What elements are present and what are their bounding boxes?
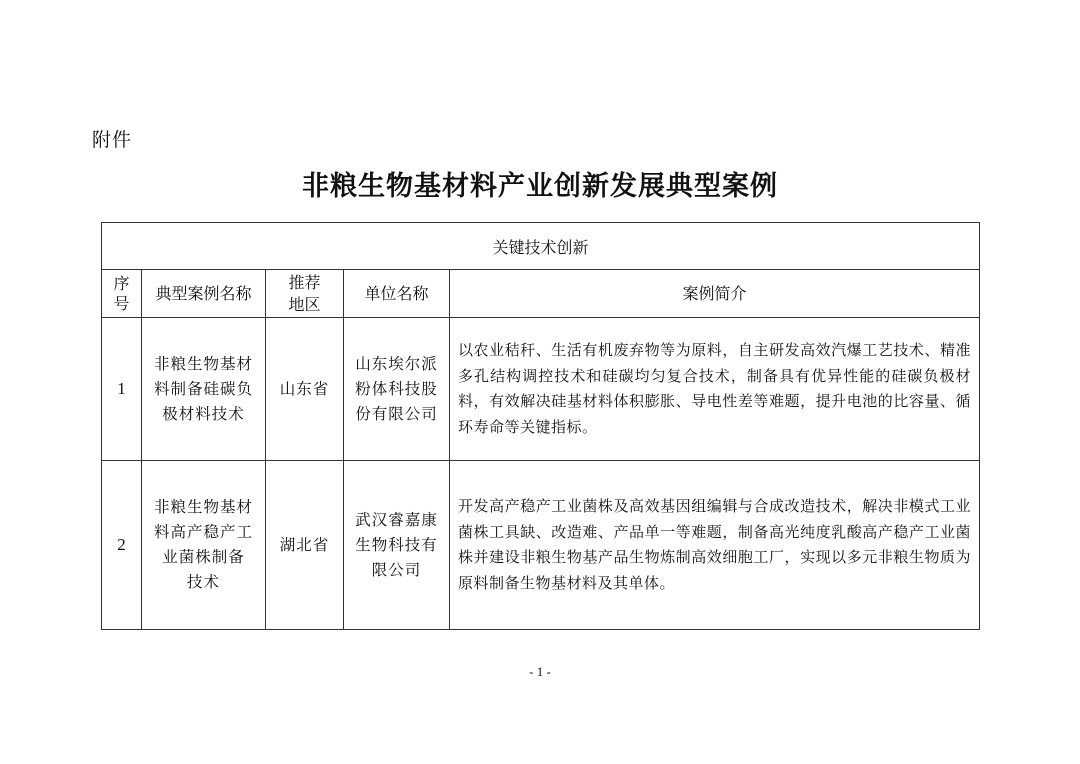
unit-line: 粉体科技股 — [355, 379, 438, 398]
header-unit: 单位名称 — [344, 270, 450, 318]
unit-line: 限公司 — [371, 560, 422, 579]
header-intro: 案例简介 — [450, 270, 980, 318]
header-region-line: 地区 — [288, 294, 321, 314]
unit-line: 份有限公司 — [355, 404, 438, 423]
unit-line: 武汉睿嘉康 — [355, 510, 438, 529]
header-region-line: 推荐 — [288, 272, 321, 292]
case-name-line: 料高产稳产工 — [153, 523, 253, 541]
column-header-row — [102, 270, 980, 318]
row-case-name — [142, 318, 266, 461]
page-number: - 1 - — [529, 664, 551, 679]
attachment-label: 附件 — [92, 129, 133, 151]
row-unit — [344, 318, 450, 461]
case-name-line: 非粮生物基材 — [153, 498, 253, 516]
case-name-line: 技术 — [186, 573, 220, 591]
unit-line: 生物科技有 — [355, 535, 438, 554]
case-name-line: 料制备硅碳负 — [153, 379, 253, 398]
row-intro: 以农业秸秆、生活有机废弃物等为原料，自主研发高效汽爆工艺技术、精准多孔结构调控技术和硅碳均匀复合技术，制备具有优异性能的硅碳负极材料，有效解决硅基材料体积膨胀、导电性差等难题，提升电池的比容量、循环寿命等关键指标。 — [450, 318, 980, 461]
case-name-line: 非粮生物基材 — [153, 354, 253, 373]
section-title: 关键技术创新 — [102, 223, 980, 270]
row-case-name — [142, 461, 266, 630]
header-seq-line: 序 — [113, 273, 130, 293]
case-name-line: 业菌株制备 — [162, 548, 245, 566]
document-title: 非粮生物基材料产业创新发展典型案例 — [302, 171, 778, 202]
header-seq — [102, 270, 142, 318]
row-region: 山东省 — [266, 318, 344, 461]
row-seq: 2 — [102, 461, 142, 630]
row-unit — [344, 461, 450, 630]
row-region: 湖北省 — [266, 461, 344, 630]
table-row — [102, 461, 980, 630]
row-seq: 1 — [102, 318, 142, 461]
case-name-line: 极材料技术 — [162, 404, 245, 423]
header-seq-line: 号 — [113, 293, 130, 313]
unit-line: 山东埃尔派 — [355, 354, 438, 373]
header-region — [266, 270, 344, 318]
row-intro: 开发高产稳产工业菌株及高效基因组编辑与合成改造技术，解决非模式工业菌株工具缺、改造难、产品单一等难题，制备高光纯度乳酸高产稳产工业菌株并建设非粮生物基产品生物炼制高效细胞工厂，实现以多元非粮生物质为原料制备生物基材料及其单体。 — [450, 461, 980, 630]
case-table — [101, 222, 980, 630]
table-row — [102, 318, 980, 461]
section-header-row — [102, 223, 980, 270]
header-case-name: 典型案例名称 — [142, 270, 266, 318]
